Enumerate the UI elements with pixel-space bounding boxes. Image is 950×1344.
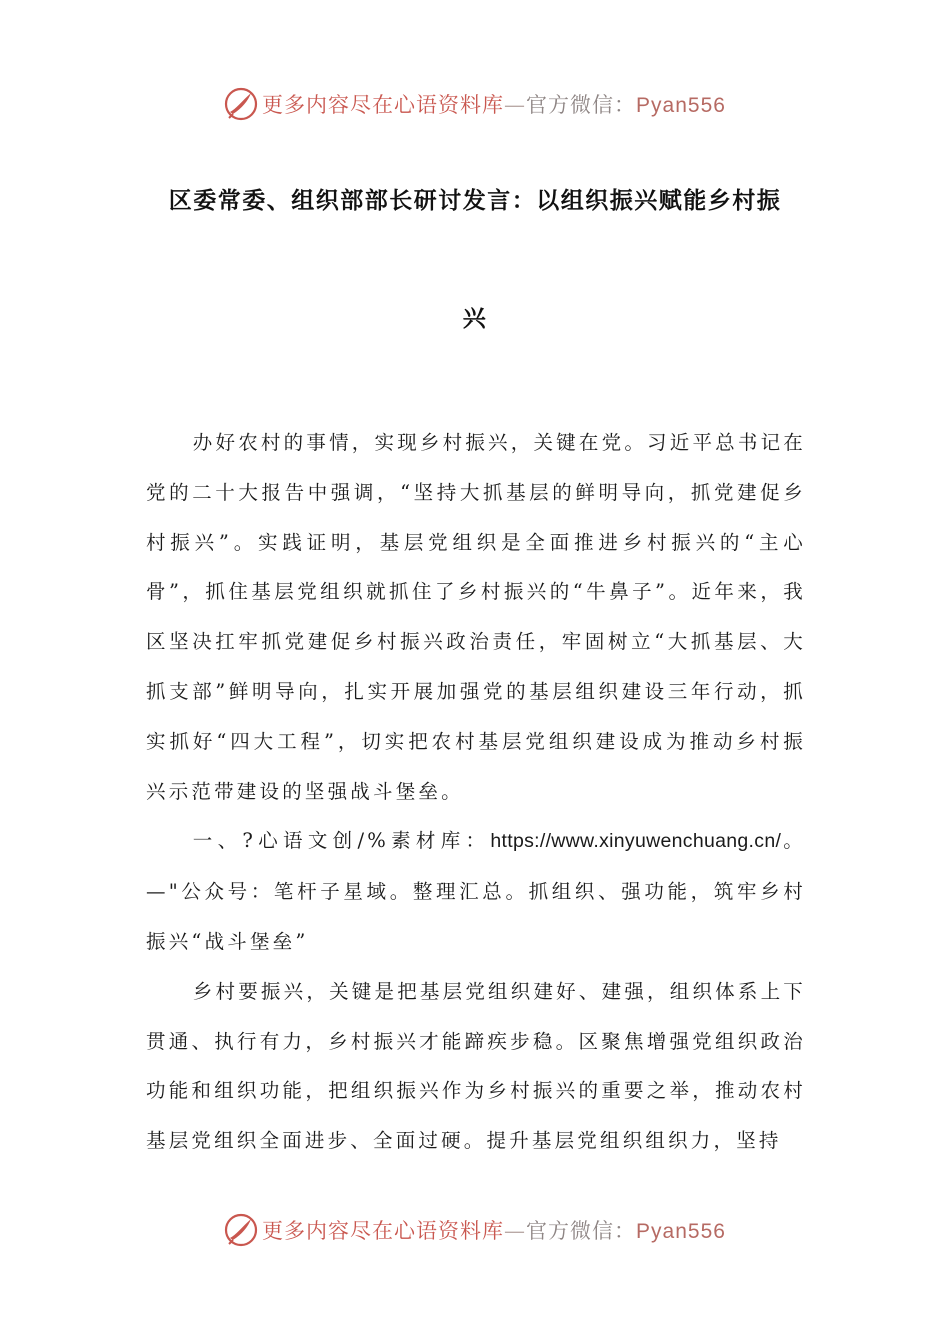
banner-slogan: 更多内容尽在心语资料库 [262,1219,505,1243]
quill-logo-icon [224,87,258,121]
document-title-line-1: 区委常委、组织部部长研讨发言：以组织振兴赋能乡村振 [168,188,782,214]
source-url-link[interactable]: https://www.xinyuwenchuang.cn/ [490,830,782,853]
banner-dash: — [504,93,527,117]
section-heading-prefix: 一、?心语文创/%素材库： [192,829,491,853]
document-body [146,418,806,1166]
banner-wechat-id: Pyan556 [636,1220,726,1243]
banner-slogan: 更多内容尽在心语资料库 [262,93,505,117]
banner-wechat-label: 官方微信： [526,93,637,117]
banner-wechat-label: 官方微信： [526,1219,637,1243]
banner-dash: — [504,1219,527,1243]
banner-text [262,89,726,119]
quill-logo-icon [224,1213,258,1247]
banner-wechat-id: Pyan556 [636,94,726,117]
paragraph-body: 乡村要振兴，关键是把基层党组织建好、建强，组织体系上下贯通、执行有力，乡村振兴才能蹄疾步稳。区聚焦增强党组织政治功能和组织功能，把组织振兴作为乡村振兴的重要之举，推动农村基层党组织全面进步、全面过硬。提升基层党组织组织力，坚持 [146,979,806,1153]
paragraph-intro: 办好农村的事情，实现乡村振兴，关键在党。习近平总书记在党的二十大报告中强调，“坚持大抓基层的鲜明导向，抓党建促乡村振兴”。实践证明，基层党组织是全面推进乡村振兴的“主心骨”，抓住基层党组织就抓住了乡村振兴的“牛鼻子”。近年来，我区坚决扛牢抓党建促乡村振兴政治责任，牢固树立“大抓基层、大抓支部”鲜明导向，扎实开展加强党的基层组织建设三年行动，抓实抓好“四大工程”，切实把农村基层党组织建设成为推动乡村振兴示范带建设的坚强战斗堡垒。 [146,431,806,803]
footer-banner [0,1210,950,1250]
paragraph-section-heading [146,816,806,966]
section-heading-suffix: 。—"公众号：笔杆子星域。整理汇总。抓组织、强功能，筑牢乡村振兴“战斗堡垒” [146,829,807,953]
header-banner [0,84,950,124]
banner-text [262,1215,726,1245]
document-title-line-2: 兴 [462,306,488,332]
